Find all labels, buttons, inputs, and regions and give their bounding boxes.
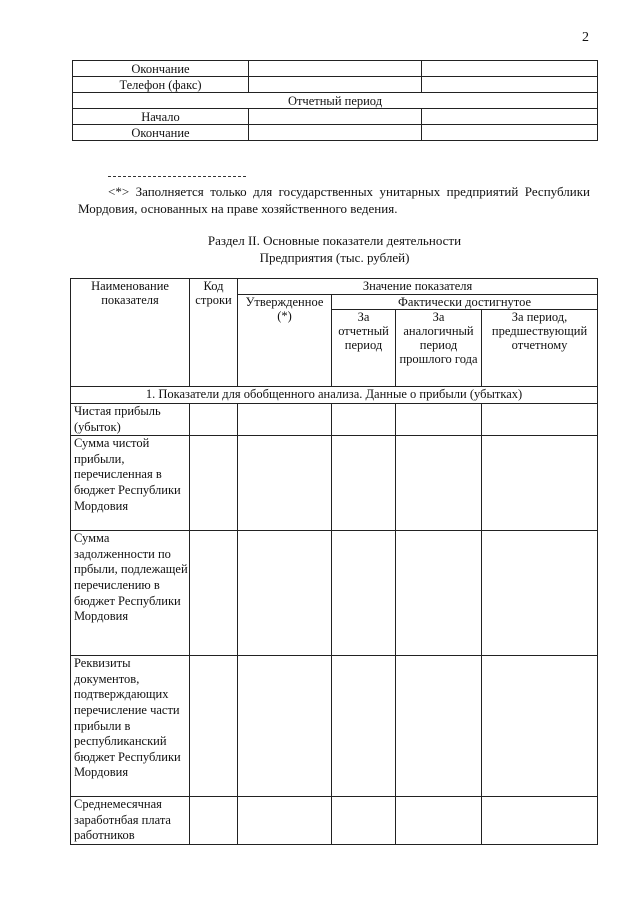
data-cell[interactable]: [332, 436, 396, 531]
section-title-line: Раздел II. Основные показатели деятельности: [207, 233, 462, 248]
header-analogous-period: За аналогичный период прошлого года: [396, 310, 482, 387]
header-approved: Утвержденное (*): [238, 295, 332, 387]
page-number: 2: [582, 30, 589, 45]
data-cell[interactable]: [190, 531, 238, 656]
phone-fax-value-cell[interactable]: [249, 77, 422, 93]
header-actual: Фактически достигнутое: [332, 295, 598, 310]
data-cell[interactable]: [482, 656, 598, 797]
data-cell[interactable]: [482, 797, 598, 845]
data-cell[interactable]: [238, 404, 332, 436]
header-line-code: Код строки: [190, 279, 238, 387]
table-row: [73, 125, 598, 141]
table-row: [71, 656, 598, 797]
data-cell[interactable]: [482, 531, 598, 656]
header-indicator-value: Значение показателя: [238, 279, 598, 295]
section-heading: 1. Показатели для обобщенного анализа. Данные о прибыли (убытках): [71, 387, 598, 404]
header-reporting-period: За отчетный период: [332, 310, 396, 387]
data-cell[interactable]: [238, 436, 332, 531]
period-end-value-cell[interactable]: [422, 125, 598, 141]
period-start-value-cell[interactable]: [249, 109, 422, 125]
data-cell[interactable]: [238, 656, 332, 797]
data-cell[interactable]: [396, 797, 482, 845]
data-cell[interactable]: [396, 404, 482, 436]
reporting-period-heading: Отчетный период: [73, 93, 598, 109]
period-end-label: Окончание: [73, 125, 249, 141]
data-cell[interactable]: [332, 531, 396, 656]
data-cell[interactable]: [482, 436, 598, 531]
table-row: [71, 436, 598, 531]
header-indicator-name: Наименование показателя: [71, 279, 190, 387]
row-label: Чистая прибыль (убыток): [71, 404, 190, 436]
data-cell[interactable]: [396, 531, 482, 656]
table-section-row: [71, 387, 598, 404]
data-cell[interactable]: [396, 656, 482, 797]
phone-fax-value-cell[interactable]: [422, 77, 598, 93]
end-date-label: Окончание: [73, 61, 249, 77]
data-cell[interactable]: [482, 404, 598, 436]
table-row: [71, 404, 598, 436]
table-row: [71, 797, 598, 845]
period-start-value-cell[interactable]: [422, 109, 598, 125]
row-label: Сумма задолженности по прбыли, подлежащей перечислению в бюджет Республики Мордовия: [71, 531, 190, 656]
row-label: Сумма чистой прибыли, перечисленная в бюджет Республики Мордовия: [71, 436, 190, 531]
data-cell[interactable]: [238, 531, 332, 656]
footnote-separator: [108, 176, 246, 177]
table-row: [73, 61, 598, 77]
footnote-text: <*> Заполняется только для государственных унитарных предприятий Республики Мордовия, основанных на праве хозяйственного ведения.: [78, 184, 590, 216]
period-start-label: Начало: [73, 109, 249, 125]
data-cell[interactable]: [332, 656, 396, 797]
table-row: [73, 77, 598, 93]
section-title-line: Предприятия (тыс. рублей): [259, 250, 410, 265]
table-header-row: [71, 279, 598, 295]
data-cell[interactable]: [332, 404, 396, 436]
data-cell[interactable]: [190, 656, 238, 797]
data-cell[interactable]: [190, 436, 238, 531]
header-preceding-period: За период, предшествующий отчетному: [482, 310, 598, 387]
end-date-value-cell[interactable]: [422, 61, 598, 77]
end-date-value-cell[interactable]: [249, 61, 422, 77]
section-title: [72, 232, 597, 266]
phone-fax-label: Телефон (факс): [73, 77, 249, 93]
table-row: [73, 93, 598, 109]
row-label: Среднемесячная заработнбая плата работников: [71, 797, 190, 845]
table-row: [73, 109, 598, 125]
table-row: [71, 531, 598, 656]
row-label: Реквизиты документов, подтверждающих перечисление части прибыли в республиканский бюджет Республики Мордовия: [71, 656, 190, 797]
data-cell[interactable]: [190, 797, 238, 845]
data-cell[interactable]: [238, 797, 332, 845]
contact-period-table: [72, 60, 598, 141]
data-cell[interactable]: [190, 404, 238, 436]
data-cell[interactable]: [332, 797, 396, 845]
data-cell[interactable]: [396, 436, 482, 531]
indicators-table: [70, 278, 598, 845]
period-end-value-cell[interactable]: [249, 125, 422, 141]
